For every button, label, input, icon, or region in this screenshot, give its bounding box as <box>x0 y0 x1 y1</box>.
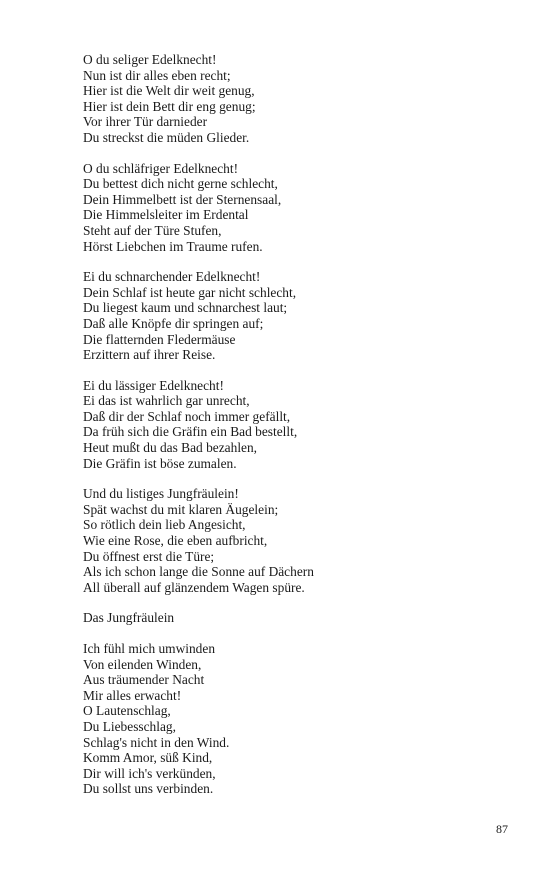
verse-line: Hörst Liebchen im Traume rufen. <box>83 238 263 254</box>
verse-line: Steht auf der Türe Stufen, <box>83 222 222 238</box>
verse-line: Als ich schon lange die Sonne auf Dächern <box>83 564 314 580</box>
verse-line: Die flatternden Fledermäuse <box>83 331 236 347</box>
verse-line: Komm Amor, süß Kind, <box>83 750 213 766</box>
verse-line: Hier ist die Welt dir weit genug, <box>83 83 255 99</box>
verse-line: Nun ist dir alles eben recht; <box>83 67 231 83</box>
verse-line: Aus träumender Nacht <box>83 672 205 688</box>
verse-line: Dein Schlaf ist heute gar nicht schlecht, <box>83 284 297 300</box>
verse-line: Dein Himmelbett ist der Sternensaal, <box>83 191 282 207</box>
verse-line: Heut mußt du das Bad bezahlen, <box>83 440 258 456</box>
verse-line: Mir alles erwacht! <box>83 687 182 703</box>
verse-line: All überall auf glänzendem Wagen spüre. <box>83 579 305 595</box>
verse-line: Erzittern auf ihrer Reise. <box>83 347 216 363</box>
verse-line: O du seliger Edelknecht! <box>83 52 217 67</box>
verse-line: Das Jungfräulein <box>83 610 175 626</box>
stanza <box>83 378 513 472</box>
verse-line: Ei das ist wahrlich gar unrecht, <box>83 393 250 409</box>
verse-line: Wie eine Rose, die eben aufbricht, <box>83 533 268 549</box>
verse-line: Dir will ich's verkünden, <box>83 765 216 781</box>
verse-line: Ei du schnarchender Edelknecht! <box>83 269 261 285</box>
verse-line: O du schläfriger Edelknecht! <box>83 160 239 176</box>
verse-line: O Lautenschlag, <box>83 703 171 719</box>
verse-line: Du liegest kaum und schnarchest laut; <box>83 300 288 316</box>
poem-text <box>83 52 513 812</box>
verse-line: Die Himmelsleiter im Erdental <box>83 207 249 223</box>
verse-line: Da früh sich die Gräfin ein Bad bestellt, <box>83 424 298 440</box>
verse-line: Spät wachst du mit klaren Äugelein; <box>83 501 279 517</box>
verse-line: Vor ihrer Tür darnieder <box>83 114 208 130</box>
stanza <box>83 486 513 595</box>
verse-line: Du öffnest erst die Türe; <box>83 548 215 564</box>
verse-line: Du bettest dich nicht gerne schlecht, <box>83 176 278 192</box>
verse-line: Schlag's nicht in den Wind. <box>83 734 230 750</box>
stanza <box>83 52 513 146</box>
verse-line: Daß alle Knöpfe dir springen auf; <box>83 315 264 331</box>
verse-line: Du sollst uns verbinden. <box>83 781 214 797</box>
verse-line: Ich fühl mich umwinden <box>83 641 216 656</box>
verse-line: Daß dir der Schlaf noch immer gefällt, <box>83 408 291 424</box>
stanza <box>83 269 513 363</box>
verse-line: Du streckst die müden Glieder. <box>83 129 250 145</box>
verse-line: Die Gräfin ist böse zumalen. <box>83 455 237 471</box>
stanza <box>83 161 513 255</box>
stanza <box>83 610 513 626</box>
verse-line: Von eilenden Winden, <box>83 656 202 672</box>
verse-line: Hier ist dein Bett dir eng genug; <box>83 98 256 114</box>
verse-line: So rötlich dein lieb Angesicht, <box>83 517 246 533</box>
verse-line: Und du listiges Jungfräulein! <box>83 486 239 502</box>
page-number: 87 <box>496 822 508 836</box>
verse-line: Ei du lässiger Edelknecht! <box>83 377 224 393</box>
stanza <box>83 641 513 797</box>
verse-line: Du Liebesschlag, <box>83 718 176 734</box>
